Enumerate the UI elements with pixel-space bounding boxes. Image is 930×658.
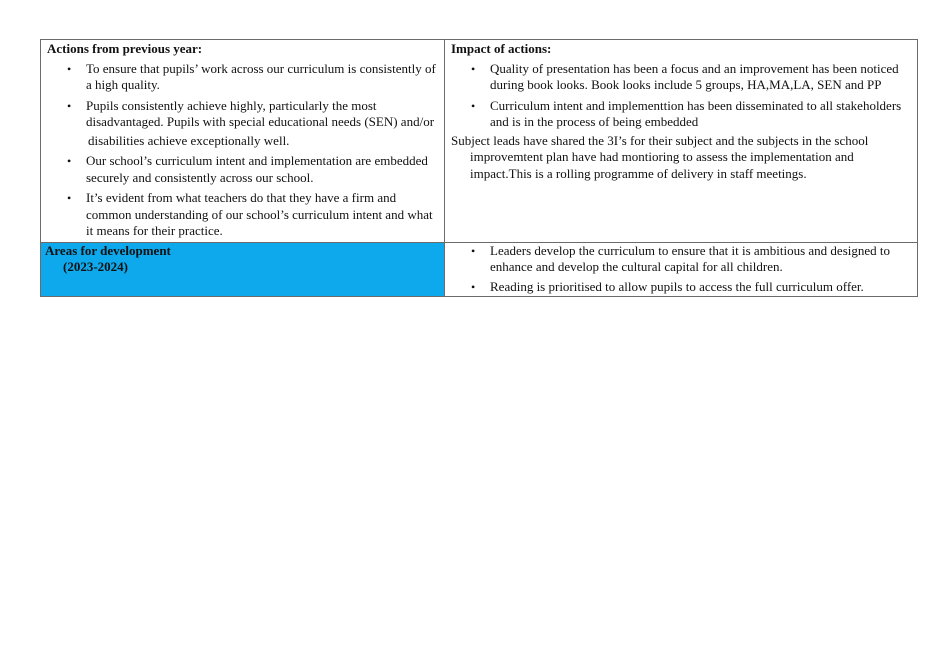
impact-heading: Impact of actions:	[451, 41, 552, 56]
list-item-text: To ensure that pupils’ work across our curriculum is consistently of a high quality.	[86, 60, 436, 92]
areas-body-cell	[445, 242, 918, 297]
bullet-icon: •	[67, 191, 72, 205]
impact-cell	[445, 40, 918, 243]
list-item	[47, 61, 438, 94]
list-item-text: Pupils consistently achieve highly, particularly the most disadvantaged. Pupils with special educational needs (SEN) and/or	[86, 97, 435, 129]
list-item-text: Curriculum intent and implementtion has been disseminated to all stakeholders and is in the process of being embedded	[490, 97, 902, 129]
actions-list	[47, 61, 438, 131]
list-item	[47, 153, 438, 186]
bullet-icon: •	[67, 61, 72, 76]
bullet-icon: •	[471, 98, 476, 113]
actions-heading: Actions from previous year:	[47, 41, 203, 56]
list-item	[451, 243, 909, 276]
areas-list	[451, 243, 909, 296]
list-item-text: Quality of presentation has been a focus and an improvement has been noticed during book looks. Book looks include 5 groups, HA,MA,LA, SEN and PP	[490, 60, 899, 92]
impact-paragraph: Subject leads have shared the 3I’s for their subject and the subjects in the school improvemtent plan have had montioring to assess the implementation and impact.This is a rolling programme of delivery in staff meetings.	[451, 132, 869, 181]
list-item	[451, 279, 909, 296]
areas-label-cell	[41, 242, 445, 297]
list-item-text: It’s evident from what teachers do that they have a firm and common understanding of our school’s curriculum intent and what it means for their practice.	[86, 190, 433, 238]
list-item	[451, 61, 911, 94]
actions-cell	[41, 40, 445, 243]
areas-label-years: (2023-2024)	[63, 259, 128, 274]
list-item-text: Reading is prioritised to allow pupils to access the full curriculum offer.	[490, 278, 864, 294]
actions-list-continued	[47, 153, 438, 240]
areas-row	[41, 242, 918, 297]
curriculum-review-table	[40, 39, 918, 297]
list-item-text: Our school’s curriculum intent and implementation are embedded securely and consistently across our school.	[86, 153, 428, 185]
list-item-text: Leaders develop the curriculum to ensure that it is ambitious and designed to enhance and develop the cultural capital for all children.	[490, 242, 891, 274]
bullet-icon: •	[471, 279, 476, 294]
areas-label-title: Areas for development	[45, 242, 171, 258]
bullet-icon: •	[471, 61, 476, 76]
list-item	[47, 98, 438, 131]
impact-list	[451, 61, 911, 131]
bullet-icon: •	[471, 243, 476, 258]
actions-impact-row	[41, 40, 918, 243]
bullet-icon: •	[67, 154, 72, 168]
bullet-icon: •	[67, 98, 72, 113]
list-item	[451, 98, 911, 131]
actions-continuation-text: disabilities achieve exceptionally well.	[88, 132, 290, 148]
list-item	[47, 190, 438, 240]
